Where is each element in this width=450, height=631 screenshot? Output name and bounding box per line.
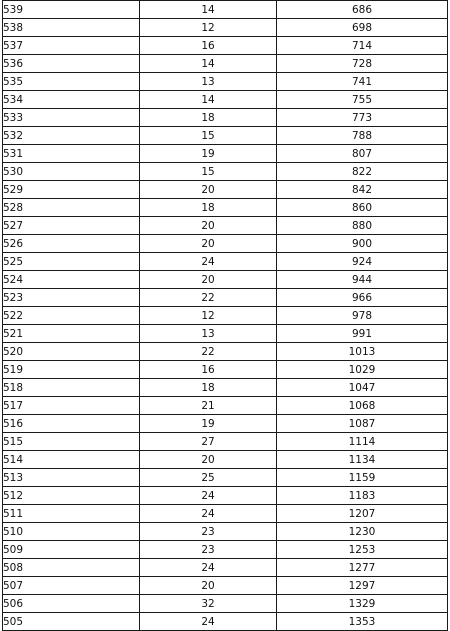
- table-row: [3, 163, 448, 181]
- score-cell: 524: [3, 271, 140, 289]
- score-cell: 521: [3, 325, 140, 343]
- score-cell: 506: [3, 595, 140, 613]
- count-cell: 24: [140, 613, 277, 631]
- cumulative-cell: 686: [277, 1, 448, 19]
- count-cell: 13: [140, 325, 277, 343]
- cumulative-cell: 1159: [277, 469, 448, 487]
- count-cell: 13: [140, 73, 277, 91]
- score-cell: 528: [3, 199, 140, 217]
- table-row: [3, 1, 448, 19]
- score-cell: 539: [3, 1, 140, 19]
- count-cell: 24: [140, 487, 277, 505]
- table-row: [3, 577, 448, 595]
- count-cell: 14: [140, 1, 277, 19]
- cumulative-cell: 773: [277, 109, 448, 127]
- count-cell: 18: [140, 379, 277, 397]
- count-cell: 22: [140, 289, 277, 307]
- count-cell: 20: [140, 451, 277, 469]
- cumulative-cell: 880: [277, 217, 448, 235]
- cumulative-cell: 755: [277, 91, 448, 109]
- cumulative-cell: 822: [277, 163, 448, 181]
- table-row: [3, 379, 448, 397]
- score-cell: 509: [3, 541, 140, 559]
- count-cell: 18: [140, 109, 277, 127]
- score-cell: 519: [3, 361, 140, 379]
- score-cell: 533: [3, 109, 140, 127]
- count-cell: 14: [140, 55, 277, 73]
- table-row: [3, 397, 448, 415]
- score-cell: 522: [3, 307, 140, 325]
- cumulative-cell: 1329: [277, 595, 448, 613]
- score-cell: 526: [3, 235, 140, 253]
- table-row: [3, 181, 448, 199]
- score-cell: 513: [3, 469, 140, 487]
- cumulative-cell: 1353: [277, 613, 448, 631]
- score-cell: 517: [3, 397, 140, 415]
- table-row: [3, 127, 448, 145]
- score-cell: 536: [3, 55, 140, 73]
- count-cell: 23: [140, 523, 277, 541]
- cumulative-cell: 1013: [277, 343, 448, 361]
- count-cell: 23: [140, 541, 277, 559]
- table-row: [3, 559, 448, 577]
- score-cell: 516: [3, 415, 140, 433]
- table-row: [3, 289, 448, 307]
- table-row: [3, 343, 448, 361]
- cumulative-cell: 900: [277, 235, 448, 253]
- cumulative-cell: 1068: [277, 397, 448, 415]
- count-cell: 22: [140, 343, 277, 361]
- score-cell: 511: [3, 505, 140, 523]
- count-cell: 12: [140, 307, 277, 325]
- cumulative-cell: 1277: [277, 559, 448, 577]
- score-cell: 535: [3, 73, 140, 91]
- cumulative-cell: 924: [277, 253, 448, 271]
- count-cell: 15: [140, 163, 277, 181]
- cumulative-cell: 1253: [277, 541, 448, 559]
- score-cell: 508: [3, 559, 140, 577]
- table-row: [3, 199, 448, 217]
- cumulative-cell: 1087: [277, 415, 448, 433]
- cumulative-cell: 741: [277, 73, 448, 91]
- table-row: [3, 325, 448, 343]
- table-row: [3, 505, 448, 523]
- count-cell: 21: [140, 397, 277, 415]
- count-cell: 20: [140, 577, 277, 595]
- table-row: [3, 541, 448, 559]
- score-cell: 527: [3, 217, 140, 235]
- table-row: [3, 487, 448, 505]
- score-cell: 538: [3, 19, 140, 37]
- cumulative-cell: 944: [277, 271, 448, 289]
- count-cell: 24: [140, 505, 277, 523]
- cumulative-cell: 1297: [277, 577, 448, 595]
- score-table: [2, 0, 448, 631]
- score-cell: 510: [3, 523, 140, 541]
- count-cell: 19: [140, 145, 277, 163]
- table-row: [3, 73, 448, 91]
- count-cell: 32: [140, 595, 277, 613]
- count-cell: 18: [140, 199, 277, 217]
- count-cell: 20: [140, 235, 277, 253]
- count-cell: 16: [140, 37, 277, 55]
- cumulative-cell: 698: [277, 19, 448, 37]
- table-row: [3, 469, 448, 487]
- cumulative-cell: 788: [277, 127, 448, 145]
- score-cell: 531: [3, 145, 140, 163]
- score-table-body: [3, 1, 448, 631]
- cumulative-cell: 1183: [277, 487, 448, 505]
- count-cell: 20: [140, 181, 277, 199]
- count-cell: 12: [140, 19, 277, 37]
- table-row: [3, 307, 448, 325]
- count-cell: 20: [140, 271, 277, 289]
- score-cell: 525: [3, 253, 140, 271]
- cumulative-cell: 842: [277, 181, 448, 199]
- table-row: [3, 595, 448, 613]
- table-row: [3, 55, 448, 73]
- cumulative-cell: 1207: [277, 505, 448, 523]
- score-cell: 507: [3, 577, 140, 595]
- table-row: [3, 433, 448, 451]
- score-cell: 530: [3, 163, 140, 181]
- count-cell: 16: [140, 361, 277, 379]
- score-cell: 505: [3, 613, 140, 631]
- cumulative-cell: 991: [277, 325, 448, 343]
- table-row: [3, 271, 448, 289]
- table-row: [3, 361, 448, 379]
- count-cell: 20: [140, 217, 277, 235]
- table-row: [3, 235, 448, 253]
- count-cell: 14: [140, 91, 277, 109]
- score-cell: 532: [3, 127, 140, 145]
- count-cell: 24: [140, 559, 277, 577]
- table-row: [3, 253, 448, 271]
- table-row: [3, 91, 448, 109]
- score-cell: 514: [3, 451, 140, 469]
- table-row: [3, 523, 448, 541]
- cumulative-cell: 860: [277, 199, 448, 217]
- cumulative-cell: 807: [277, 145, 448, 163]
- cumulative-cell: 1029: [277, 361, 448, 379]
- cumulative-cell: 728: [277, 55, 448, 73]
- count-cell: 19: [140, 415, 277, 433]
- count-cell: 15: [140, 127, 277, 145]
- score-cell: 518: [3, 379, 140, 397]
- cumulative-cell: 714: [277, 37, 448, 55]
- table-row: [3, 415, 448, 433]
- score-cell: 520: [3, 343, 140, 361]
- table-row: [3, 451, 448, 469]
- score-cell: 534: [3, 91, 140, 109]
- table-row: [3, 19, 448, 37]
- table-row: [3, 145, 448, 163]
- count-cell: 24: [140, 253, 277, 271]
- cumulative-cell: 1230: [277, 523, 448, 541]
- score-cell: 537: [3, 37, 140, 55]
- cumulative-cell: 978: [277, 307, 448, 325]
- table-row: [3, 37, 448, 55]
- table-row: [3, 217, 448, 235]
- table-row: [3, 613, 448, 631]
- cumulative-cell: 1114: [277, 433, 448, 451]
- score-cell: 512: [3, 487, 140, 505]
- score-cell: 523: [3, 289, 140, 307]
- cumulative-cell: 1047: [277, 379, 448, 397]
- count-cell: 25: [140, 469, 277, 487]
- score-cell: 515: [3, 433, 140, 451]
- score-cell: 529: [3, 181, 140, 199]
- cumulative-cell: 966: [277, 289, 448, 307]
- cumulative-cell: 1134: [277, 451, 448, 469]
- table-row: [3, 109, 448, 127]
- count-cell: 27: [140, 433, 277, 451]
